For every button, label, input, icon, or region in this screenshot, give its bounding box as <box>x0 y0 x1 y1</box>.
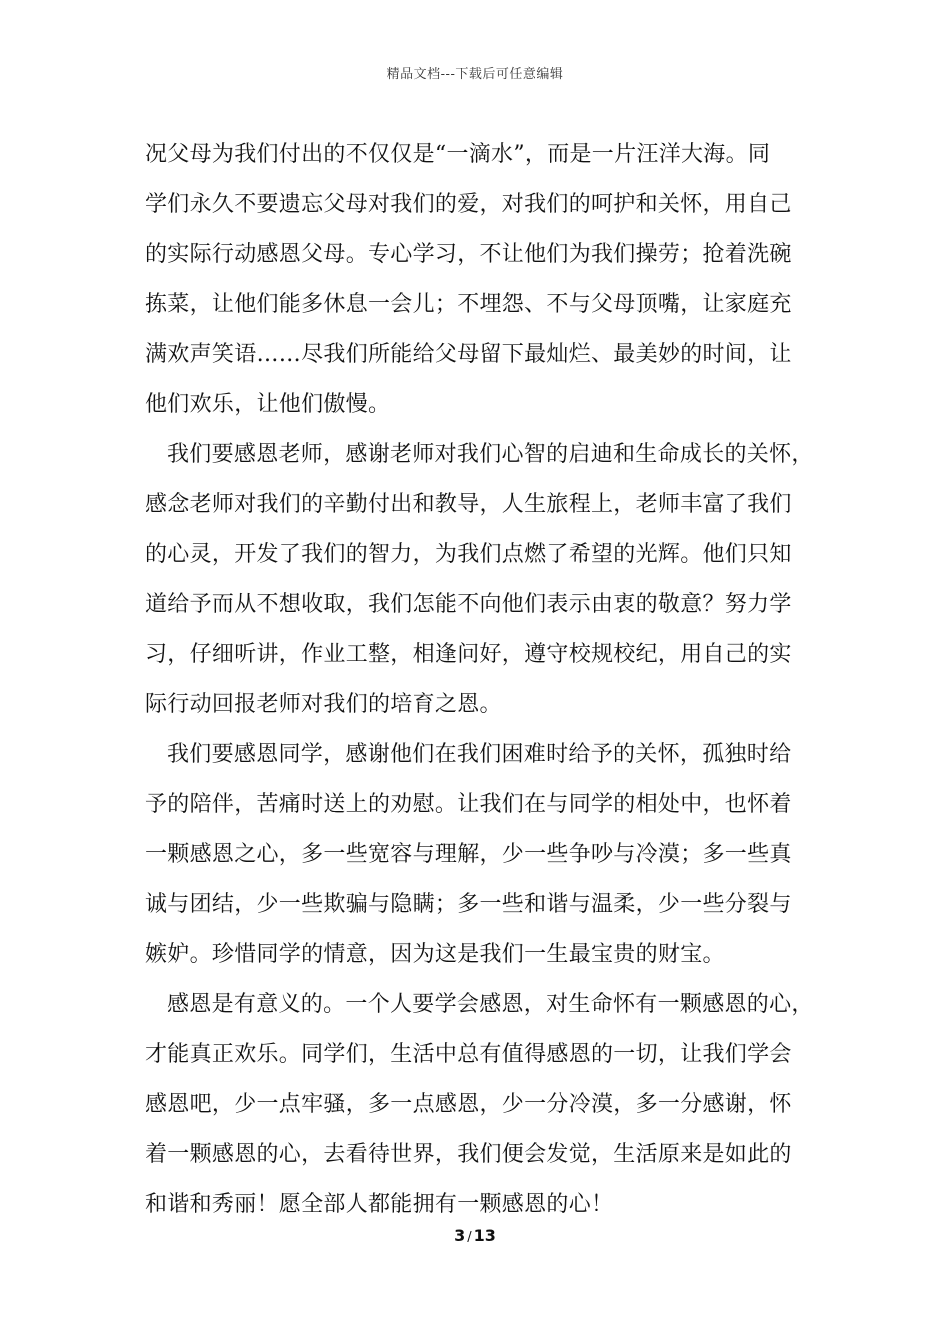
text-line: 才能真正欢乐。同学们，生活中总有值得感恩的一切，让我们学会 <box>145 1042 792 1067</box>
text-line: 着一颗感恩的心，去看待世界，我们便会发觉，生活原来是如此的 <box>145 1142 792 1167</box>
text-line: 感念老师对我们的辛勤付出和教导，人生旅程上，老师丰富了我们 <box>145 492 792 517</box>
text-line: 习，仔细听讲，作业工整，相逢问好，遵守校规校纪，用自己的实 <box>145 642 792 667</box>
text-line: 感恩是有意义的。一个人要学会感恩，对生命怀有一颗感恩的心， <box>167 992 814 1017</box>
text-line: 拣菜，让他们能多休息一会儿；不埋怨、不与父母顶嘴，让家庭充 <box>145 292 792 317</box>
total-pages-number: 13 <box>473 1226 496 1245</box>
text-line: 他们欢乐，让他们傲慢。 <box>145 392 391 417</box>
document-body <box>145 130 814 1230</box>
page-number <box>0 1226 950 1245</box>
text-line: 我们要感恩老师，感谢老师对我们心智的启迪和生命成长的关怀， <box>167 442 814 467</box>
page-header: 精品文档---下载后可任意编辑 <box>386 67 564 82</box>
text-line: 满欢声笑语……尽我们所能给父母留下最灿烂、最美妙的时间，让 <box>145 342 792 367</box>
text-line: 一颗感恩之心，多一些宽容与理解，少一些争吵与冷漠；多一些真 <box>145 842 792 867</box>
text-line: 感恩吧，少一点牢骚，多一点感恩，少一分冷漠，多一分感谢，怀 <box>145 1092 792 1117</box>
page-separator: / <box>467 1230 472 1245</box>
text-line: 嫉妒。珍惜同学的情意，因为这是我们一生最宝贵的财宝。 <box>145 942 725 967</box>
text-line: 的心灵，开发了我们的智力，为我们点燃了希望的光辉。他们只知 <box>145 542 792 567</box>
text-line: 和谐和秀丽！愿全部人都能拥有一颗感恩的心！ <box>145 1192 614 1217</box>
text-line: 学们永久不要遗忘父母对我们的爱，对我们的呵护和关怀，用自己 <box>145 192 792 217</box>
current-page-number: 3 <box>454 1226 466 1245</box>
text-line: 道给予而从不想收取，我们怎能不向他们表示由衷的敬意？努力学 <box>145 592 792 617</box>
text-line: 况父母为我们付出的不仅仅是“一滴水”，而是一片汪洋大海。同 <box>145 142 771 167</box>
text-line: 的实际行动感恩父母。专心学习，不让他们为我们操劳；抢着洗碗 <box>145 242 792 267</box>
text-line: 予的陪伴，苦痛时送上的劝慰。让我们在与同学的相处中，也怀着 <box>145 792 792 817</box>
text-line: 诚与团结，少一些欺骗与隐瞒；多一些和谐与温柔，少一些分裂与 <box>145 892 792 917</box>
text-line: 际行动回报老师对我们的培育之恩。 <box>145 692 502 717</box>
text-line: 我们要感恩同学，感谢他们在我们困难时给予的关怀，孤独时给 <box>167 742 792 767</box>
